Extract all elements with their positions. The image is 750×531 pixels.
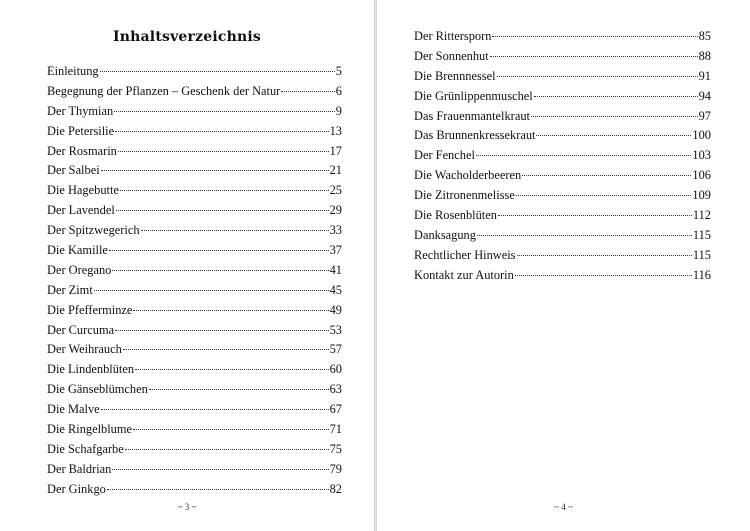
toc-entry-label: Die Rosenblüten (414, 208, 497, 223)
toc-entry-page-number: 13 (329, 123, 342, 138)
toc-entry-label: Die Ringelblume (47, 422, 132, 437)
dot-leader (120, 190, 329, 191)
dot-leader (517, 255, 692, 256)
dot-leader (116, 210, 329, 211)
toc-entry[interactable] (47, 482, 342, 502)
toc-entry[interactable] (414, 188, 711, 208)
dot-leader (125, 449, 329, 450)
dot-leader (101, 409, 329, 410)
toc-entry-page-number: 100 (692, 128, 711, 143)
dot-leader (498, 215, 692, 216)
toc-entry-label: Rechtlicher Hinweis (414, 247, 516, 262)
toc-entry[interactable] (414, 248, 711, 268)
toc-entry-page-number: 63 (329, 382, 342, 397)
toc-entry-label: Begegnung der Pflanzen – Geschenk der Natur (47, 83, 281, 98)
toc-entry-page-number: 71 (329, 422, 342, 437)
toc-entry-label: Die Hagebutte (47, 183, 119, 198)
toc-entry[interactable] (414, 49, 711, 69)
toc-entry-label: Der Lavendel (47, 203, 115, 218)
toc-entry[interactable] (414, 268, 711, 288)
dot-leader (107, 489, 329, 490)
dot-leader (135, 369, 329, 370)
toc-entry[interactable] (47, 144, 342, 164)
toc-entry-label: Das Frauenmantelkraut (414, 108, 530, 123)
toc-entry[interactable] (47, 462, 342, 482)
dot-leader (492, 36, 697, 37)
toc-entry-page-number: 6 (335, 83, 342, 98)
toc-entry-label: Der Salbei (47, 163, 100, 178)
toc-entry-label: Der Ginkgo (47, 481, 106, 496)
dot-leader (476, 155, 692, 156)
toc-entry-page-number: 45 (329, 282, 342, 297)
dot-leader (515, 275, 692, 276)
toc-entry[interactable] (47, 323, 342, 343)
toc-entry-label: Die Schafgarbe (47, 441, 124, 456)
toc-entry-page-number: 116 (692, 267, 711, 282)
toc-entry-label: Der Oregano (47, 262, 112, 277)
dot-leader (141, 230, 329, 231)
dot-leader (118, 151, 329, 152)
dot-leader (536, 135, 691, 136)
toc-entry-page-number: 33 (329, 223, 342, 238)
toc-entry-page-number: 75 (329, 441, 342, 456)
dot-leader (100, 71, 335, 72)
toc-entry-label: Die Brennnessel (414, 68, 496, 83)
toc-entry[interactable] (414, 89, 711, 109)
dot-leader (112, 270, 328, 271)
toc-entry-label: Der Rosmarin (47, 143, 117, 158)
toc-entry-page-number: 29 (329, 203, 342, 218)
toc-title: Inhaltsverzeichnis (113, 29, 261, 45)
toc-entry-label: Danksagung (414, 227, 476, 242)
dot-leader (123, 349, 329, 350)
toc-entry-page-number: 115 (692, 247, 711, 262)
toc-entry-label: Die Lindenblüten (47, 362, 135, 377)
dot-leader (133, 310, 328, 311)
dot-leader (133, 429, 329, 430)
toc-entry[interactable] (47, 163, 342, 183)
toc-entry[interactable] (47, 223, 342, 243)
toc-entry-page-number: 21 (329, 163, 342, 178)
toc-entry-page-number: 82 (329, 481, 342, 496)
dot-leader (112, 469, 328, 470)
toc-entry-page-number: 88 (698, 48, 711, 63)
dot-leader (490, 56, 698, 57)
left-page (0, 0, 374, 531)
toc-entry[interactable] (47, 382, 342, 402)
dot-leader (281, 91, 335, 92)
toc-entry-label: Die Wacholderbeeren (414, 168, 522, 183)
toc-entry-page-number: 37 (329, 243, 342, 258)
toc-entry-label: Der Weihrauch (47, 342, 122, 357)
toc-entry-label: Der Zimt (47, 282, 93, 297)
toc-entry[interactable] (414, 29, 711, 49)
dot-leader (101, 170, 329, 171)
dot-leader (534, 96, 698, 97)
toc-entry[interactable] (47, 402, 342, 422)
toc-entry[interactable] (47, 442, 342, 462)
toc-entry-label: Die Petersilie (47, 123, 115, 138)
toc-entry-page-number: 53 (329, 322, 342, 337)
dot-leader (477, 235, 692, 236)
toc-entry[interactable] (47, 203, 342, 223)
toc-entry-page-number: 106 (692, 168, 711, 183)
toc-entry-label: Die Zitronenmelisse (414, 188, 515, 203)
toc-entry-page-number: 67 (329, 402, 342, 417)
dot-leader (516, 195, 692, 196)
toc-list-left (47, 64, 342, 502)
dot-leader (115, 330, 329, 331)
toc-entry[interactable] (47, 64, 342, 84)
toc-entry-label: Der Spitzwegerich (47, 223, 140, 238)
dot-leader (94, 290, 329, 291)
toc-entry[interactable] (414, 69, 711, 89)
toc-entry-page-number: 60 (329, 362, 342, 377)
toc-entry-page-number: 85 (698, 29, 711, 43)
toc-entry-page-number: 17 (329, 143, 342, 158)
toc-entry-page-number: 91 (698, 68, 711, 83)
toc-entry-page-number: 97 (698, 108, 711, 123)
toc-entry-label: Die Kamille (47, 243, 108, 258)
toc-entry-page-number: 103 (692, 148, 711, 163)
toc-entry-label: Die Malve (47, 402, 100, 417)
toc-entry-label: Die Grünlippenmuschel (414, 88, 533, 103)
toc-entry-page-number: 57 (329, 342, 342, 357)
toc-entry[interactable] (414, 128, 711, 148)
toc-entry-page-number: 94 (698, 88, 711, 103)
toc-entry-page-number: 5 (335, 64, 342, 78)
dot-leader (109, 250, 329, 251)
dot-leader (531, 116, 698, 117)
toc-entry[interactable] (47, 422, 342, 442)
toc-entry-page-number: 115 (692, 227, 711, 242)
toc-list-right (414, 29, 711, 288)
toc-entry[interactable] (47, 362, 342, 382)
toc-entry-label: Der Thymian (47, 103, 114, 118)
toc-entry[interactable] (47, 183, 342, 203)
toc-entry[interactable] (47, 124, 342, 144)
toc-entry[interactable] (47, 84, 342, 104)
toc-entry[interactable] (414, 228, 711, 248)
toc-entry-page-number: 49 (329, 302, 342, 317)
toc-entry[interactable] (47, 263, 342, 283)
toc-entry-page-number: 112 (692, 208, 711, 223)
toc-entry-label: Kontakt zur Autorin (414, 267, 514, 282)
page-number-right: ~ 4 ~ (554, 502, 573, 512)
toc-entry[interactable] (47, 303, 342, 323)
toc-entry-label: Die Gänseblümchen (47, 382, 148, 397)
toc-entry-label: Die Pfefferminze (47, 302, 133, 317)
toc-entry[interactable] (414, 109, 711, 129)
dot-leader (115, 131, 329, 132)
dot-leader (522, 175, 691, 176)
right-page (377, 0, 750, 531)
toc-entry[interactable] (414, 148, 711, 168)
toc-entry-page-number: 109 (692, 188, 711, 203)
dot-leader (114, 111, 335, 112)
toc-entry-label: Das Brunnenkressekraut (414, 128, 536, 143)
toc-entry[interactable] (47, 104, 342, 124)
page-number-left: ~ 3 ~ (177, 502, 197, 512)
toc-entry[interactable] (47, 243, 342, 263)
toc-entry-page-number: 9 (335, 103, 342, 118)
toc-entry[interactable] (414, 208, 711, 228)
toc-entry[interactable] (47, 283, 342, 303)
toc-entry[interactable] (47, 342, 342, 362)
toc-entry-label: Der Curcuma (47, 322, 115, 337)
toc-entry-label: Der Sonnenhut (414, 48, 489, 63)
toc-entry-page-number: 25 (329, 183, 342, 198)
toc-entry-label: Der Fenchel (414, 148, 475, 163)
toc-entry[interactable] (414, 168, 711, 188)
toc-entry-label: Der Rittersporn (414, 29, 492, 43)
toc-entry-label: Einleitung (47, 64, 99, 78)
toc-entry-page-number: 79 (329, 461, 342, 476)
toc-entry-label: Der Baldrian (47, 461, 112, 476)
toc-entry-page-number: 41 (329, 262, 342, 277)
dot-leader (149, 389, 329, 390)
dot-leader (497, 76, 698, 77)
